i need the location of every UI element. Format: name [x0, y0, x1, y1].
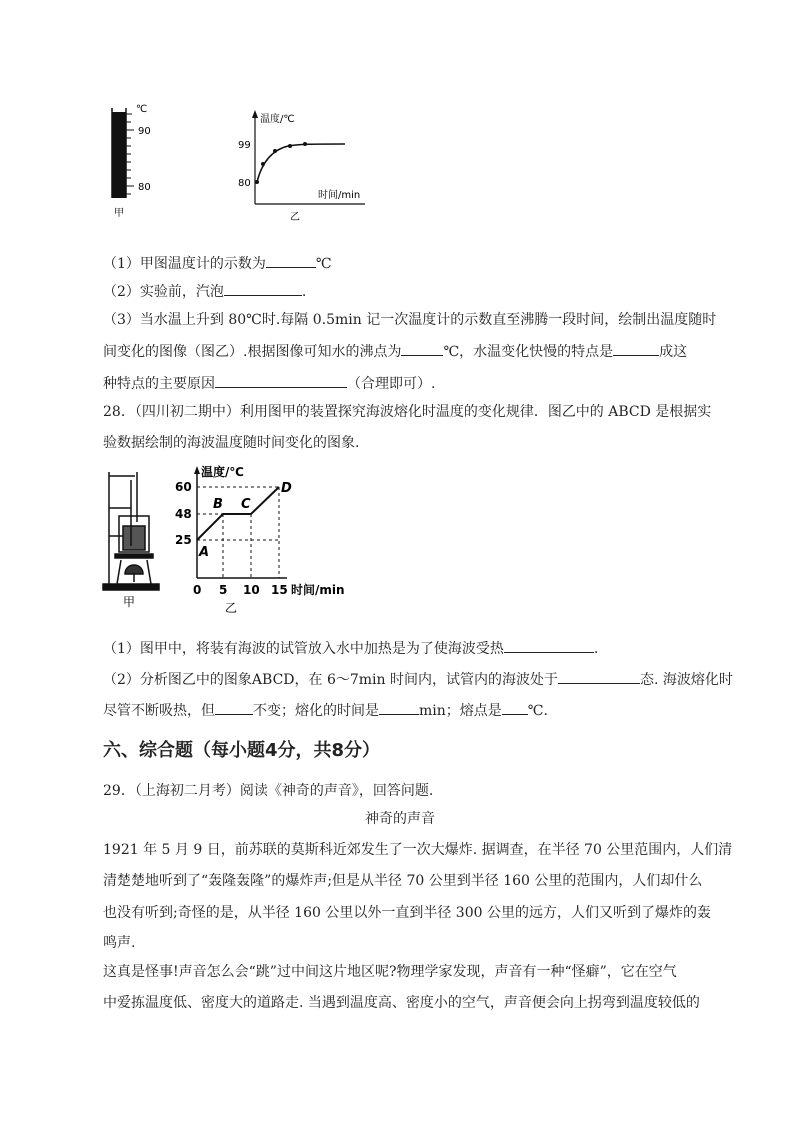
thermometer-label: 甲	[114, 208, 124, 219]
article-para1-line1: 1921 年 5 月 9 日，前苏联的莫斯科近郊发生了一次大爆炸. 据调查，在半径 70 公里范围内，人们清	[103, 842, 733, 858]
article-para2-line2: 中爱拣温度低、密度大的道路走. 当遇到温度高、密度小的空气，声音便会向上拐弯到温度较低的	[103, 995, 700, 1011]
q27-part1-blank[interactable]	[266, 253, 316, 268]
thermometer-tick-90: 90	[138, 126, 151, 137]
q27-feature-blank[interactable]	[613, 341, 659, 356]
boiling-curve	[257, 144, 345, 182]
q28-part2-text-c: 尽管不断吸热，但	[103, 703, 215, 719]
q28-constant-blank[interactable]	[215, 700, 253, 715]
q27-part1	[103, 253, 332, 274]
thermometer-figure	[112, 104, 151, 219]
melting-graph-xtick-10: 10	[243, 583, 260, 597]
section-six-title: 六、综合题（每小题4分，共8分）	[103, 740, 381, 761]
q27-part3-text-e: （合理即可）.	[347, 376, 436, 392]
article-para1-line4: 鸣声.	[103, 935, 136, 951]
point-label-b: B	[213, 497, 223, 512]
q27-part1-unit: ℃	[315, 256, 332, 272]
q27-reason-blank[interactable]	[215, 373, 347, 388]
q28-part2-text-d: 不变；熔化的时间是	[253, 703, 379, 719]
article-title: 神奇的声音	[365, 811, 435, 827]
boiling-graph-ylabel: 温度/℃	[260, 114, 295, 125]
boiling-graph-label: 乙	[290, 212, 300, 223]
q27-part3-text-c: 成这	[659, 344, 688, 360]
thermometer-unit: ℃	[136, 104, 148, 115]
melting-graph-xtick-5: 5	[219, 583, 228, 597]
q27-part2	[103, 281, 306, 302]
q27-part3-text-b: ℃，水温变化快慢的特点是	[443, 344, 614, 360]
q27-part2-blank[interactable]	[224, 281, 302, 296]
q28-stem-line2: 验数据绘制的海波温度随时间变化的图象.	[103, 435, 360, 451]
q28-state-blank[interactable]	[558, 669, 640, 684]
q27-part3-line2	[103, 341, 687, 362]
q28-part1	[103, 638, 598, 659]
melting-graph-xtick-0: 0	[193, 583, 202, 597]
q27-part3-line3	[103, 373, 435, 394]
melting-graph	[175, 464, 345, 597]
q28-part2-text-f: ℃.	[527, 703, 548, 719]
point-label-d: D	[281, 481, 292, 496]
q27-part1-text: （1）甲图温度计的示数为	[103, 256, 266, 272]
point-label-c: C	[241, 497, 251, 512]
q28-melting-time-blank[interactable]	[379, 700, 419, 715]
figure-apparatus-and-melting-graph	[95, 462, 355, 617]
q27-part2-text: （2）实验前，汽泡	[103, 284, 224, 300]
melting-graph-label: 乙	[225, 601, 238, 615]
q28-part2-text-b: 态. 海波熔化时	[640, 672, 733, 688]
q28-stem-line1: 28．（四川初二期中）利用图甲的装置探究海波熔化时温度的变化规律．图乙中的 ABCD 是根据实	[103, 404, 712, 420]
q27-part3-text-a: 间变化的图像（图乙）.根据图像可知水的沸点为	[103, 344, 402, 360]
melting-graph-ytick-48: 48	[175, 507, 192, 521]
q28-part2-line1	[103, 669, 733, 690]
melting-graph-ylabel: 温度/℃	[201, 465, 244, 479]
q27-boiling-point-blank[interactable]	[401, 341, 443, 356]
figure-thermometer-and-boiling-graph	[100, 100, 370, 225]
q28-part2-line2	[103, 700, 548, 721]
article-para1-line2: 清楚楚地听到了“轰隆轰隆”的爆炸声;但是从半径 70 公里到半径 160 公里的范围内，人们却什么	[103, 873, 703, 889]
boiling-graph-tick-80: 80	[238, 178, 251, 189]
q27-part2-end: .	[301, 284, 307, 300]
q29-stem: 29．（上海初二月考）阅读《神奇的声音》，回答问题.	[103, 783, 434, 799]
q28-part2-text-a: （2）分析图乙中的图象ABCD，在 6～7min 时间内，试管内的海波处于	[103, 672, 558, 688]
apparatus-label: 甲	[123, 595, 136, 609]
melting-graph-xlabel: 时间/min	[291, 583, 345, 597]
article-para2-line1: 这真是怪事!声音怎么会“跳”过中间这片地区呢?物理学家发现，声音有一种“怪癖”，它在空气	[103, 964, 677, 980]
q28-melting-point-blank[interactable]	[502, 700, 528, 715]
q28-part1-end: .	[593, 641, 599, 657]
melting-graph-xtick-15: 15	[271, 583, 288, 597]
article-para1-line3: 也没有听到;奇怪的是，从半径 160 公里以外一直到半径 300 公里的远方，人们又听到了爆炸的轰	[103, 905, 711, 921]
q28-part1-blank[interactable]	[504, 638, 594, 653]
boiling-graph-tick-99: 99	[238, 140, 251, 151]
q27-part3-text-d: 种特点的主要原因	[103, 376, 215, 392]
boiling-graph	[238, 110, 365, 223]
q28-part2-text-e: min；熔点是	[419, 703, 502, 719]
boiling-graph-xlabel: 时间/min	[318, 190, 361, 201]
q27-part3-line1: （3）当水温上升到 80℃时.每隔 0.5min 记一次温度计的示数直至沸腾一段时间，绘制出温度随时	[103, 312, 717, 328]
point-label-a: A	[199, 545, 210, 560]
melting-graph-ytick-25: 25	[175, 533, 192, 547]
apparatus-figure	[103, 472, 159, 590]
thermometer-tick-80: 80	[138, 182, 151, 193]
q28-part1-text: （1）图甲中，将装有海波的试管放入水中加热是为了使海波受热	[103, 641, 504, 657]
melting-graph-ytick-60: 60	[175, 480, 192, 494]
